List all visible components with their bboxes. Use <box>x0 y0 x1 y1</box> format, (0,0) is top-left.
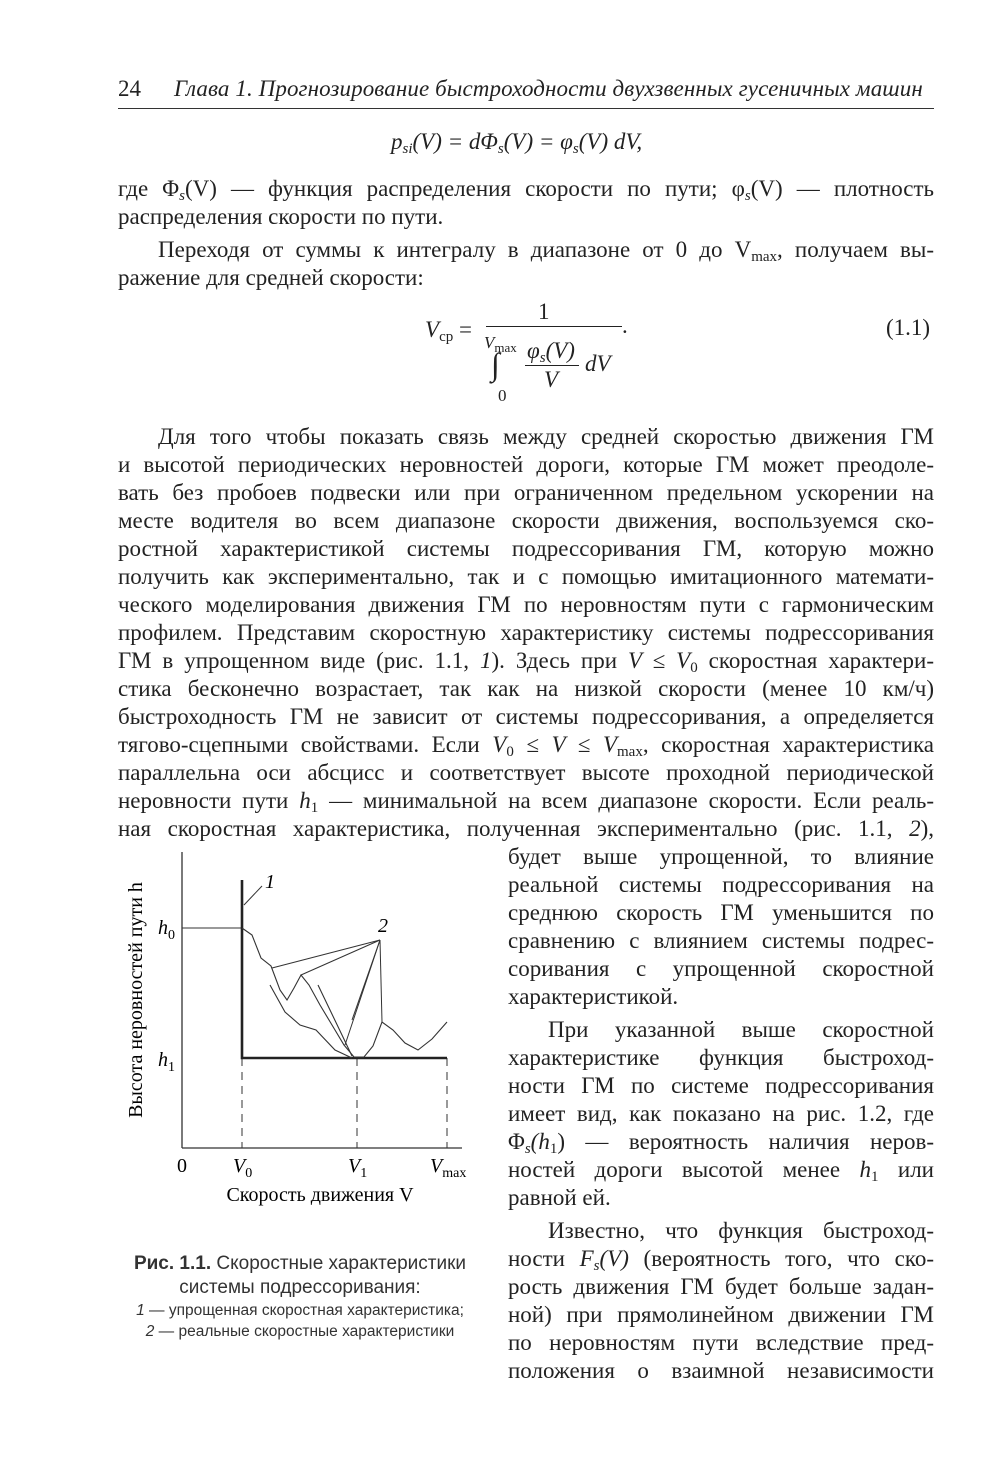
v0-label: $V_0$ <box>233 1155 253 1181</box>
book-page: 24 Глава 1. Прогнозирование быстроходности двухзвенных гусеничных машин $p_{si}(V) = d\Phi_s(V) = \varphi_s(V)$ dV, где $\Phi_s(V)$ — функция распределения скорости по пути; $\varphi_s(V)$ — плотность распределения скорости по пути. Переходя от суммы к интегралу в диапазоне от 0 до $V_{max}$, получаем вы- ражение для средней скорости: $V_{ср}$ = 1 . $V_{max}$ ∫ 0 $\varphi_s(V)$ V dV (1.1) Для того чтобы показать связь между средней скоростью движения ГМ и высотой периодических неровностей дороги, которые ГМ может преодоле- вать без пробоев подвески или при ограниченном предельном ускорении на месте водителя во всем диапазоне скорости движения, воспользуемся ско- ростной характеристикой системы подрессоривания ГМ, которую можно получить как экспериментально, так и с помощью имитационного математи- ческого моделирования движения ГМ по неровностям пути с гармоническим профилем. Представим скоростную характеристику системы подрессоривания ГМ в упрощенном виде (рис. 1.1, 1). Здесь при $V \le V_0$ скоростная характери- стика бесконечно возрастает, так как на низкой скорости (менее 10 км/ч) быстроходность ГМ не зависит от системы подрессоривания, а определяется тягово-сцепными свойствами. Если $V_0 \le V \le V_{max}$, скоростная характеристика параллельна оси абсцисс и соответствует высоте проходной периодической неровности пути $h_1$ — минимальной на всем диапазоне скорости. Если реаль- ная скоростная характеристика, полученная экспериментально (рис. 1.1, 2), будет выше упрощенной, то влияние реальной системы подрессоривания на среднюю скорость ГМ уменьшится по сравнению с влиянием системы подрес- соривания с упрощенной скоростной характеристикой. При указанной выше скоростной характеристике функция быстроход- ности ГМ по системе подрессоривания имеет вид, как показано на рис. 1.2, где $\Phi_s(h_1)$ — вероятность наличия неров- ностей дороги высотой менее $h_1$ или равной ей. Известно, что функция быстроход- ности $F_s(V)$ (вероятность того, что ско- рость движения ГМ будет больше задан- ной) при прямолинейном движении ГМ по неровностям пути вследствие пред- положения о взаимной независимости 1 2 $h_0$ $h_1$ 0 $V_0$ $V_1$ $V_{max}$ Скорость движения V Высота неровностей пути h Рис. 1.1. Скоростные характеристики системы подрессоривания: 1 — упрощенная скоростная характеристика; 2 — реальные скоростные характеристики <box>0 0 1000 1461</box>
text-line: характеристикой. <box>508 984 679 1009</box>
text-line: характеристике функция быстроход- <box>508 1045 934 1070</box>
x-axis-title: Скорость движения V <box>226 1184 414 1206</box>
text-line: по неровностям пути вследствие пред- <box>508 1330 934 1355</box>
text-line: параллельна оси абсцисс и соответствует высоте проходной периодической <box>118 760 934 785</box>
figure-legend-2: 2 — реальные скоростные характеристики <box>145 1323 455 1340</box>
chapter-title: Глава 1. Прогнозирование быстроходности двухзвенных гусеничных машин <box>174 76 923 101</box>
text-line: ная скоростная характеристика, полученная экспериментально (рис. 1.1, 2), <box>118 816 934 841</box>
text-line: ростной характеристикой системы подрессоривания ГМ, которую можно <box>118 536 934 561</box>
text-line: Известно, что функция быстроход- <box>548 1218 934 1243</box>
leader-2 <box>352 940 380 1020</box>
text-line: ностей дороги высотой менее $h_1$ или <box>508 1157 934 1185</box>
text-line: вать без пробоев подвески или при ограниченном предельном ускорении на <box>118 480 934 505</box>
running-header <box>118 72 934 109</box>
text-line: стика бесконечно возрастает, так как на низкой скорости (менее 10 км/ч) <box>118 676 934 701</box>
text-line: среднюю скорость ГМ уменьшится по <box>508 900 934 925</box>
text-line: ческого моделирования движения ГМ по неровностям пути с гармоническим <box>118 592 934 617</box>
text-line: месте водителя во всем диапазоне скорости движения, воспользуемся ско- <box>118 508 934 533</box>
text-line: имеет вид, как показано на рис. 1.2, где <box>508 1101 934 1126</box>
text-line: Для того чтобы показать связь между средней скоростью движения ГМ <box>158 424 934 449</box>
text-line: ности ГМ по системе подрессоривания <box>508 1073 934 1098</box>
text-line: реальной системы подрессоривания на <box>508 872 934 897</box>
curve-2-label: 2 <box>378 915 388 937</box>
curve-2-real <box>242 928 447 1057</box>
curve-2-real <box>270 985 352 1058</box>
text-line: тягово-сцепными свойствами. Если $V_0 \le V \le V_{max}$, скоростная характеристика <box>118 732 934 760</box>
figure-caption-line: системы подрессоривания: <box>179 1277 421 1298</box>
figure-caption: Рис. 1.1. Скоростные характеристики <box>133 1253 467 1274</box>
text-line: где $\Phi_s(V)$ — функция распределения скорости по пути; $\varphi_s(V)$ — плотность <box>118 176 935 204</box>
origin-label: 0 <box>177 1155 187 1177</box>
curve-1-simplified <box>242 880 447 1058</box>
text-line: $\Phi_s(h_1)$ — вероятность наличия неров- <box>508 1129 934 1157</box>
vmax-label: $V_{max}$ <box>430 1155 467 1181</box>
text-line: распределения скорости по пути. <box>118 204 444 229</box>
text-line: ражение для средней скорости: <box>118 265 424 290</box>
text-line: сравнению с влиянием системы подрес- <box>508 928 934 953</box>
fraction-bar <box>486 326 622 327</box>
text-line: рость движения ГМ будет больше задан- <box>508 1274 934 1299</box>
y-axis-title: Высота неровностей пути h <box>125 882 147 1118</box>
text-line: получить как экспериментально, так и с помощью имитационного математи- <box>118 564 934 589</box>
h0-label: $h_0$ <box>158 917 175 943</box>
figure-legend-1: 1 — упрощенная скоростная характеристика; <box>136 1302 464 1319</box>
text-line: будет выше упрощенной, то влияние <box>508 844 934 869</box>
text-line: ности $F_s(V)$ (вероятность того, что ско- <box>508 1246 934 1274</box>
h1-label: $h_1$ <box>158 1049 175 1075</box>
equation-number: (1.1) <box>886 315 931 340</box>
curve-1-label: 1 <box>265 871 275 893</box>
page-number: 24 <box>118 76 141 101</box>
text-line: равной ей. <box>508 1185 611 1210</box>
text-line: ГМ в упрощенном виде (рис. 1.1, 1). Здесь при $V \le V_0$ скоростная характери- <box>118 648 934 676</box>
text-line: При указанной выше скоростной <box>548 1017 934 1042</box>
formula-density: $p_{si}(V) = d\Phi_s(V) = \varphi_s(V)$ dV, <box>391 129 643 157</box>
text-line: неровности пути $h_1$ — минимальной на всем диапазоне скорости. Если реаль- <box>118 788 935 816</box>
text-line: профилем. Представим скоростную характеристику системы подрессоривания <box>118 620 934 645</box>
text-line: положения о взаимной независимости <box>508 1358 934 1383</box>
text-line: и высотой периодических неровностей дороги, которые ГМ может преодоле- <box>118 452 934 477</box>
leader-2 <box>380 940 382 1022</box>
text-line: ной) при прямолинейном движении ГМ <box>508 1302 934 1327</box>
curve-2-real <box>318 985 352 1056</box>
leader-1 <box>244 886 262 905</box>
text-line: Переходя от суммы к интегралу в диапазоне от 0 до $V_{max}$, получаем вы- <box>158 237 934 265</box>
text-line: соривания с упрощенной скоростной <box>508 956 934 981</box>
v1-label: $V_1$ <box>348 1155 368 1181</box>
text-line: быстроходность ГМ не зависит от системы подрессоривания, а определяется <box>118 704 934 729</box>
figure-speed-characteristics <box>110 840 490 1220</box>
